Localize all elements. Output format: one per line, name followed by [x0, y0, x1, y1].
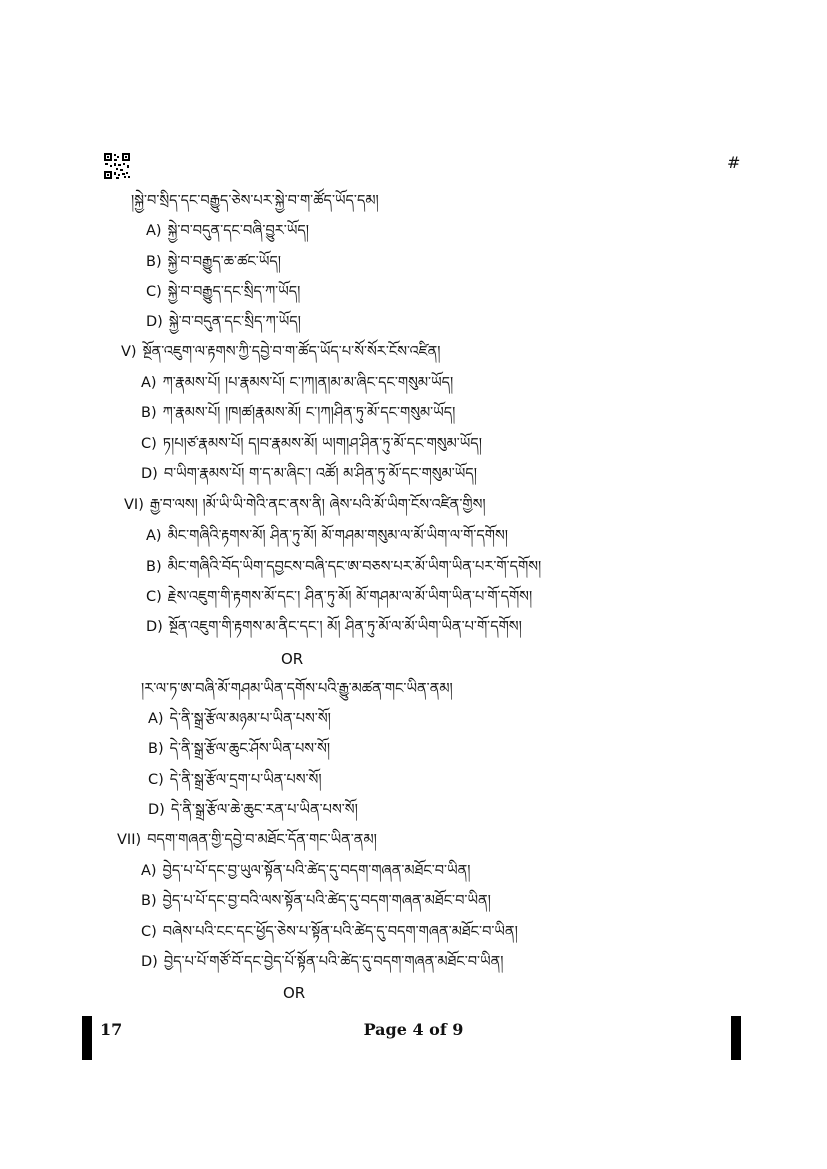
question-number: VII)	[117, 832, 142, 848]
option-text: མིང་གཞིའི་རྟགས་མོ། ཤིན་ཏུ་མོ། མོ་གཤམ་གསུམ་ལ་མོ་ཡིག་ལ་གོ་དགོས།	[167, 528, 509, 544]
option-label: B)	[141, 405, 157, 421]
question-v-option-c[interactable]	[141, 433, 482, 455]
option-text: སྔོན་འཇུག་གི་རྟགས་མ་ནིང་དང་། མོ། ཤིན་ཏུ་མོ་ལ་མོ་ཡིག་ཡིན་པ་གོ་དགོས།	[168, 619, 522, 635]
question-text: བདག་གཞན་གྱི་དབྱེ་བ་མཐོང་དོན་གང་ཡིན་ནམ།	[147, 832, 377, 848]
option-text: ཀ་རྣམས་པོ། །པ་རྣམས་པོ། ང་།ཀ།ན།མ་མ་ཞིང་དང་གསུམ་ཡོད།	[162, 375, 454, 391]
option-label: A)	[146, 223, 162, 239]
question-vi-option-b[interactable]	[146, 556, 541, 578]
question-iv-option-b[interactable]	[146, 251, 281, 273]
option-label: B)	[146, 559, 162, 575]
question-vi-alt-option-c[interactable]	[148, 769, 322, 791]
option-text: དེ་ནི་སྒྲ་རྩོལ་དྲག་པ་ཡིན་པས་སོ།	[169, 772, 322, 788]
option-text: དེ་ནི་སྒྲ་རྩོལ་མཉམ་པ་ཡིན་པས་སོ།	[169, 711, 331, 727]
question-text: རྒྱ་བ་ལས། །མོ་ཡི་ཡི་གེའི་ནང་ནས་ནི། ཞེས་པའི་མོ་ཡིག་ངོས་འཛིན་གྱིས།	[149, 497, 486, 513]
option-text: སྐྱེ་བ་བརྒྱུད་ཆ་ཚང་ཡོད།	[167, 254, 281, 270]
question-vi-option-a[interactable]	[146, 525, 508, 547]
option-label: A)	[141, 375, 157, 391]
option-text: སྐྱེ་བ་བརྒྱུད་དང་སྲིད་ཀ་ཡོད།	[167, 284, 301, 300]
option-text: ཏ།པ།ཙ་རྣམས་པོ། ད།བ་རྣམས་མོ། ཡ།ག།ཤ་ཤིན་ཏུ་མོ་དང་གསུམ་ཡོད།	[162, 436, 482, 452]
option-label: B)	[148, 741, 164, 757]
option-label: B)	[146, 254, 162, 270]
question-vi-alt-option-a[interactable]	[148, 708, 331, 730]
option-text: མིང་གཞིའི་བོད་ཡིག་དབྱངས་བཞི་དང་ཨ་བཅས་པར་མོ་ཡིག་ཡིན་པར་གོ་དགོས།	[167, 559, 542, 575]
page-number: Page 4 of 9	[363, 1020, 464, 1039]
question-v-option-a[interactable]	[141, 372, 453, 394]
question-v-option-b[interactable]	[141, 402, 455, 424]
option-label: D)	[141, 466, 158, 482]
question-v-option-d[interactable]	[141, 463, 477, 485]
option-label: C)	[141, 924, 157, 940]
question-vi-alt-option-d[interactable]	[148, 799, 358, 821]
question-vi-option-c[interactable]	[146, 586, 532, 608]
option-label: C)	[141, 436, 157, 452]
option-text: སྐྱེ་བ་བདུན་དང་བཞི་བྱུར་ཡོད།	[167, 223, 309, 239]
question-vi-alt-option-b[interactable]	[148, 738, 330, 760]
qr-code-icon	[104, 153, 130, 179]
or-separator: OR	[283, 984, 306, 1002]
question-number: V)	[121, 344, 137, 360]
option-label: A)	[148, 711, 164, 727]
option-label: D)	[146, 314, 163, 330]
question-v-stem	[121, 341, 441, 363]
option-text: བྱེད་པ་པོ་དང་བྱ་ཡུལ་སྟོན་པའི་ཚེད་དུ་བདག་གཞན་མཐོང་བ་ཡིན།	[162, 863, 471, 879]
question-vi-alt-stem: །ར་ལ་ཏ་ཨ་བཞི་མོ་གཤམ་ཡིན་དགོས་པའི་རྒྱུ་མཚན་གང་ཡིན་ནམ།	[141, 681, 453, 697]
option-text: ཀ་རྣམས་པོ། །ཁ།ཚ།རྣམས་མོ། ང་།ཀ།ཤིན་ཏུ་མོ་དང་གསུམ་ཡོད།	[162, 405, 456, 421]
option-text: བཞེས་པའི་ངང་དང་ཕྱོད་ཅེས་པ་སྟོན་པའི་ཚེད་དུ་བདག་གཞན་མཐོང་བ་ཡིན།	[162, 924, 518, 940]
option-label: B)	[141, 893, 157, 909]
option-label: C)	[146, 284, 162, 300]
question-iv-option-c[interactable]	[146, 281, 300, 303]
question-vii-option-c[interactable]	[141, 921, 518, 943]
option-label: D)	[148, 802, 165, 818]
question-vi-option-d[interactable]	[146, 616, 522, 638]
corner-mark: #	[727, 153, 741, 172]
question-number: VI)	[124, 497, 144, 513]
option-text: བ་ཡིག་རྣམས་པོ། ག་ད་མ་ཞིང་། འཚོ། མ་ཤིན་ཏུ་མོ་དང་གསུམ་ཡོད།	[163, 466, 477, 482]
question-vii-stem	[117, 829, 377, 851]
option-label: A)	[146, 528, 162, 544]
option-text: བྱེད་པ་པོ་དང་བྱ་བའི་ལས་སྟོན་པའི་ཚེད་དུ་བདག་གཞན་མཐོང་བ་ཡིན།	[162, 893, 491, 909]
footer-code: 17	[100, 1020, 123, 1039]
option-text: སྐྱེ་བ་བདུན་དང་སྲིད་ཀ་ཡོད།	[168, 314, 301, 330]
option-text: དེ་ནི་སྒྲ་རྩོལ་ཆུང་ཤོས་ཡིན་པས་སོ།	[169, 741, 331, 757]
question-vii-option-a[interactable]	[141, 860, 471, 882]
option-label: D)	[146, 619, 163, 635]
option-text: དེ་ནི་སྒྲ་རྩོལ་ཆེ་ཆུང་རན་པ་ཡིན་པས་སོ།	[170, 802, 358, 818]
option-label: C)	[146, 589, 162, 605]
option-text: བྱེད་པ་པོ་གཙོ་བོ་དང་བྱེད་པོ་སྟོན་པའི་ཚེད་དུ་བདག་གཞན་མཐོང་བ་ཡིན།	[163, 954, 504, 970]
question-iv-option-d[interactable]	[146, 311, 301, 333]
option-label: C)	[148, 772, 164, 788]
option-label: D)	[141, 954, 158, 970]
question-vii-option-d[interactable]	[141, 951, 504, 973]
question-iv-stem: །སྐྱེ་བ་སྲིད་དང་བརྒྱུད་ཅེས་པར་སྐྱེ་བ་ག་ཚོད་ཡོད་དམ།	[131, 193, 379, 209]
question-text: སྔོན་འཇུག་ལ་རྟགས་ཀྱི་དབྱེ་བ་ག་ཚོད་ཡོད་པ་སོ་སོར་ངོས་འཛིན།	[142, 344, 441, 360]
option-label: A)	[141, 863, 157, 879]
question-vi-stem	[124, 494, 486, 516]
or-separator: OR	[281, 650, 304, 668]
question-iv-option-a[interactable]	[146, 220, 309, 242]
question-vii-option-b[interactable]	[141, 890, 491, 912]
option-text: རྗེས་འཇུག་གི་རྟགས་མོ་དང་། ཤིན་ཏུ་མོ། མོ་གཤམ་ལ་མོ་ཡིག་ཡིན་པ་གོ་དགོས།	[167, 589, 533, 605]
